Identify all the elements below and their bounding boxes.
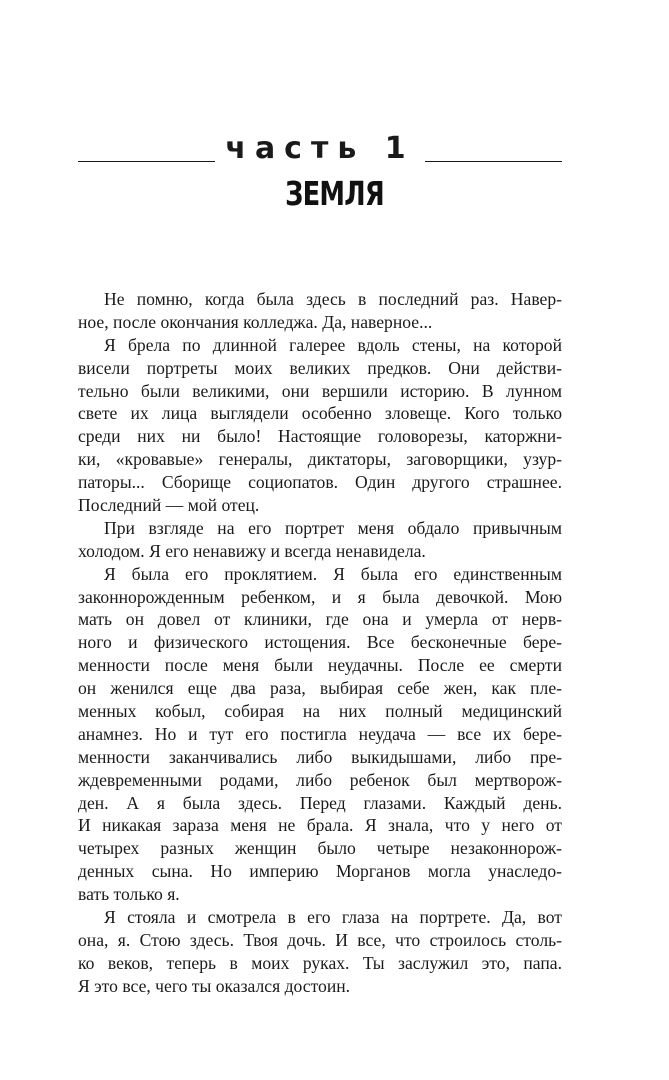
paragraph [78, 563, 562, 906]
text-line: ждевременными родами, либо ребенок был мертворож- [78, 769, 562, 790]
text-line: ки, «кровавые» генералы, диктаторы, заговорщики, узур- [78, 449, 562, 470]
paragraph [78, 334, 562, 517]
text-line: Последний — мой отец. [78, 495, 260, 516]
text-line: четырех разных женщин было четыре незаконнорож- [78, 838, 562, 859]
text-line: ко веков, теперь в моих руках. Ты заслужил это, папа. [78, 952, 562, 973]
paragraph [78, 517, 562, 563]
text-line: менности после меня были неудачны. После ее смерти [78, 655, 562, 676]
chapter-title: ЗЕМЛЯ [285, 174, 384, 213]
text-line: вать только я. [78, 884, 180, 905]
part-label: часть 1 [215, 131, 424, 166]
text-line: Не помню, когда была здесь в последний раз. Навер- [104, 289, 562, 309]
text-line: висели портреты моих великих предков. Они действи- [78, 357, 562, 378]
text-line: законнорожденным ребенком, и я была девочкой. Мою [78, 586, 562, 607]
text-line: ного и физического истощения. Все бесконечные бере- [78, 632, 562, 653]
text-line: тельно были великими, они вершили историю. В лунном [78, 380, 562, 401]
text-line: анамнез. Но и тут его постигла неудача — все их бере- [78, 723, 562, 744]
text-line: Я брела по длинной галерее вдоль стены, на которой [104, 334, 562, 355]
text-line: Я была его проклятием. Я была его единственным [104, 563, 562, 584]
text-line: И никакая зараза меня не брала. Я знала, что у него от [78, 815, 562, 836]
text-line: При взгляде на его портрет меня обдало привычным [104, 517, 562, 538]
text-line: менности заканчивались либо выкидышами, либо пре- [78, 746, 562, 767]
text-line: она, я. Стою здесь. Твоя дочь. И все, что строилось столь- [78, 929, 562, 950]
text-line: Я стояла и смотрела в его глаза на портрете. Да, вот [104, 907, 562, 928]
text-line: мать он довел от клиники, где она и умерла от нерв- [78, 609, 562, 630]
text-line: среди них ни было! Настоящие головорезы, каторжни- [78, 426, 562, 447]
text-line: свете их лица выглядели особенно зловеще. Кого только [78, 403, 562, 424]
body-text [78, 288, 562, 998]
text-line: денных сына. Но империю Морганов могла унаследо- [78, 861, 562, 882]
part-header [78, 132, 562, 166]
text-line: Я это все, чего ты оказался достоин. [78, 975, 351, 996]
paragraph [78, 906, 562, 998]
text-line: ное, после окончания колледжа. Да, наверное... [78, 311, 433, 332]
paragraph [78, 288, 562, 334]
text-line: ден. А я была здесь. Перед глазами. Каждый день. [78, 792, 562, 813]
text-line: он женился еще два раза, выбирая себе жен, как пле- [78, 678, 562, 699]
text-line: менных кобыл, собирая на них полный медицинский [78, 701, 562, 722]
text-line: холодом. Я его ненавижу и всегда ненавидела. [78, 540, 426, 561]
text-line: паторы... Сборище социопатов. Один другого страшнее. [78, 472, 562, 493]
